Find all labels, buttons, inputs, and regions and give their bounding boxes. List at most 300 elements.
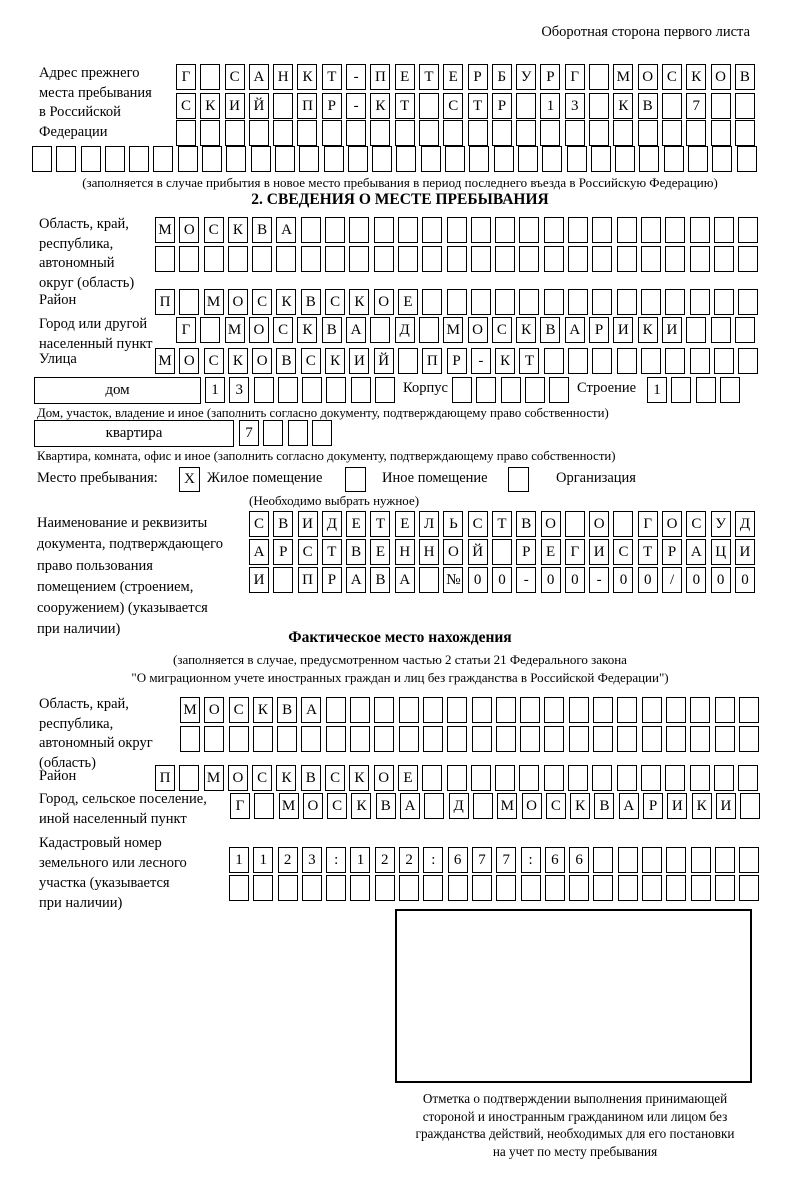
char-cell[interactable] <box>204 726 224 752</box>
char-cell[interactable]: С <box>204 348 224 374</box>
char-cell[interactable] <box>589 64 609 90</box>
char-cell[interactable] <box>226 146 246 172</box>
char-cell[interactable]: К <box>349 765 369 791</box>
char-cell[interactable]: А <box>346 317 366 343</box>
char-cell[interactable] <box>443 120 463 146</box>
char-cell[interactable]: В <box>594 793 614 819</box>
char-cell[interactable]: К <box>276 765 296 791</box>
char-cell[interactable]: А <box>395 567 415 593</box>
char-cell[interactable]: О <box>522 793 542 819</box>
char-cell[interactable] <box>714 217 734 243</box>
char-cell[interactable] <box>519 765 539 791</box>
char-cell[interactable]: В <box>277 697 297 723</box>
char-cell[interactable]: И <box>613 317 633 343</box>
char-cell[interactable]: И <box>735 539 755 565</box>
char-cell[interactable]: М <box>204 765 224 791</box>
char-cell[interactable]: У <box>711 511 731 537</box>
char-cell[interactable]: М <box>613 64 633 90</box>
char-cell[interactable]: О <box>179 348 199 374</box>
char-cell[interactable] <box>665 289 685 315</box>
char-cell[interactable] <box>447 289 467 315</box>
char-cell[interactable] <box>419 93 439 119</box>
char-cell[interactable] <box>399 875 419 901</box>
char-cell[interactable] <box>299 146 319 172</box>
checkbox-organizatsiya[interactable] <box>508 467 529 492</box>
char-cell[interactable]: С <box>273 317 293 343</box>
char-cell[interactable] <box>473 793 493 819</box>
char-cell[interactable] <box>252 246 272 272</box>
char-cell[interactable] <box>273 93 293 119</box>
char-cell[interactable] <box>326 697 346 723</box>
char-cell[interactable] <box>666 726 686 752</box>
char-cell[interactable]: К <box>297 64 317 90</box>
char-cell[interactable] <box>735 93 755 119</box>
char-cell[interactable]: Е <box>398 765 418 791</box>
char-cell[interactable] <box>567 146 587 172</box>
char-cell[interactable]: Ь <box>443 511 463 537</box>
char-cell[interactable]: В <box>252 217 272 243</box>
char-cell[interactable]: К <box>228 348 248 374</box>
char-cell[interactable]: Б <box>492 64 512 90</box>
char-cell[interactable] <box>254 793 274 819</box>
char-cell[interactable] <box>370 120 390 146</box>
char-cell[interactable]: С <box>249 511 269 537</box>
char-cell[interactable] <box>447 765 467 791</box>
char-cell[interactable]: К <box>370 93 390 119</box>
char-cell[interactable] <box>591 146 611 172</box>
char-cell[interactable]: К <box>516 317 536 343</box>
char-cell[interactable]: 0 <box>468 567 488 593</box>
char-cell[interactable]: 1 <box>350 847 370 873</box>
char-cell[interactable]: К <box>297 317 317 343</box>
char-cell[interactable] <box>155 246 175 272</box>
char-cell[interactable]: М <box>155 217 175 243</box>
char-cell[interactable]: Р <box>540 64 560 90</box>
char-cell[interactable]: В <box>638 93 658 119</box>
char-cell[interactable]: В <box>376 793 396 819</box>
char-cell[interactable] <box>518 146 538 172</box>
char-cell[interactable] <box>519 217 539 243</box>
char-cell[interactable]: В <box>322 317 342 343</box>
char-cell[interactable]: С <box>229 697 249 723</box>
char-cell[interactable]: К <box>253 697 273 723</box>
char-cell[interactable]: Е <box>346 511 366 537</box>
char-cell[interactable]: О <box>249 317 269 343</box>
char-cell[interactable]: Г <box>565 539 585 565</box>
char-cell[interactable] <box>714 348 734 374</box>
char-cell[interactable]: Р <box>273 539 293 565</box>
char-cell[interactable] <box>302 377 322 403</box>
char-cell[interactable] <box>351 377 371 403</box>
char-cell[interactable] <box>688 146 708 172</box>
char-cell[interactable] <box>325 246 345 272</box>
char-cell[interactable] <box>690 348 710 374</box>
char-cell[interactable] <box>519 246 539 272</box>
char-cell[interactable]: 0 <box>638 567 658 593</box>
char-cell[interactable]: Н <box>419 539 439 565</box>
char-cell[interactable] <box>691 875 711 901</box>
char-cell[interactable] <box>617 765 637 791</box>
char-cell[interactable]: С <box>252 765 272 791</box>
char-cell[interactable] <box>375 875 395 901</box>
char-cell[interactable]: И <box>249 567 269 593</box>
char-cell[interactable]: Е <box>443 64 463 90</box>
char-cell[interactable]: В <box>370 567 390 593</box>
char-cell[interactable]: : <box>423 847 443 873</box>
char-cell[interactable] <box>398 246 418 272</box>
char-cell[interactable]: - <box>516 567 536 593</box>
char-cell[interactable] <box>423 875 443 901</box>
char-cell[interactable]: Г <box>230 793 250 819</box>
char-cell[interactable]: Д <box>395 317 415 343</box>
char-cell[interactable] <box>492 539 512 565</box>
char-cell[interactable] <box>592 289 612 315</box>
char-cell[interactable] <box>690 217 710 243</box>
char-cell[interactable]: Г <box>176 64 196 90</box>
char-cell[interactable] <box>641 246 661 272</box>
char-cell[interactable] <box>690 289 710 315</box>
char-cell[interactable]: С <box>176 93 196 119</box>
char-cell[interactable] <box>180 726 200 752</box>
char-cell[interactable]: М <box>204 289 224 315</box>
char-cell[interactable] <box>714 289 734 315</box>
char-cell[interactable] <box>544 697 564 723</box>
char-cell[interactable]: В <box>540 317 560 343</box>
char-cell[interactable] <box>589 120 609 146</box>
char-cell[interactable] <box>735 120 755 146</box>
char-cell[interactable] <box>423 726 443 752</box>
char-cell[interactable]: К <box>276 289 296 315</box>
char-cell[interactable] <box>422 246 442 272</box>
char-cell[interactable]: 2 <box>375 847 395 873</box>
checkbox-inoe[interactable] <box>345 467 366 492</box>
char-cell[interactable] <box>471 217 491 243</box>
char-cell[interactable] <box>664 146 684 172</box>
char-cell[interactable] <box>739 847 759 873</box>
char-cell[interactable] <box>81 146 101 172</box>
char-cell[interactable] <box>350 726 370 752</box>
char-cell[interactable] <box>398 217 418 243</box>
char-cell[interactable]: К <box>325 348 345 374</box>
char-cell[interactable]: Т <box>638 539 658 565</box>
char-cell[interactable]: К <box>570 793 590 819</box>
char-cell[interactable] <box>398 348 418 374</box>
char-cell[interactable]: Д <box>735 511 755 537</box>
char-cell[interactable]: Р <box>468 64 488 90</box>
char-cell[interactable]: О <box>374 765 394 791</box>
char-cell[interactable] <box>715 726 735 752</box>
char-cell[interactable]: 3 <box>229 377 249 403</box>
char-cell[interactable]: И <box>589 539 609 565</box>
char-cell[interactable]: С <box>325 765 345 791</box>
char-cell[interactable] <box>739 726 759 752</box>
char-cell[interactable] <box>349 217 369 243</box>
char-cell[interactable] <box>350 697 370 723</box>
char-cell[interactable] <box>372 146 392 172</box>
char-cell[interactable] <box>472 697 492 723</box>
char-cell[interactable]: : <box>326 847 346 873</box>
char-cell[interactable] <box>712 146 732 172</box>
char-cell[interactable]: В <box>516 511 536 537</box>
char-cell[interactable]: Н <box>273 64 293 90</box>
char-cell[interactable] <box>273 567 293 593</box>
char-cell[interactable]: 0 <box>492 567 512 593</box>
char-cell[interactable] <box>739 875 759 901</box>
char-cell[interactable] <box>617 217 637 243</box>
char-cell[interactable]: О <box>303 793 323 819</box>
char-cell[interactable]: 0 <box>735 567 755 593</box>
char-cell[interactable] <box>297 120 317 146</box>
char-cell[interactable]: С <box>443 93 463 119</box>
char-cell[interactable]: О <box>252 348 272 374</box>
char-cell[interactable] <box>711 93 731 119</box>
char-cell[interactable] <box>288 420 308 446</box>
char-cell[interactable] <box>496 726 516 752</box>
char-cell[interactable]: К <box>200 93 220 119</box>
char-cell[interactable] <box>525 377 545 403</box>
char-cell[interactable]: О <box>179 217 199 243</box>
char-cell[interactable] <box>278 377 298 403</box>
char-cell[interactable]: В <box>301 765 321 791</box>
char-cell[interactable] <box>202 146 222 172</box>
char-cell[interactable] <box>32 146 52 172</box>
char-cell[interactable] <box>617 697 637 723</box>
char-cell[interactable] <box>642 847 662 873</box>
char-cell[interactable]: О <box>589 511 609 537</box>
char-cell[interactable] <box>565 120 585 146</box>
char-cell[interactable] <box>176 120 196 146</box>
char-cell[interactable] <box>200 317 220 343</box>
char-cell[interactable] <box>520 697 540 723</box>
char-cell[interactable]: Й <box>374 348 394 374</box>
char-cell[interactable]: Й <box>468 539 488 565</box>
char-cell[interactable]: Д <box>449 793 469 819</box>
char-cell[interactable] <box>396 146 416 172</box>
char-cell[interactable] <box>419 317 439 343</box>
char-cell[interactable] <box>301 726 321 752</box>
char-cell[interactable]: А <box>276 217 296 243</box>
char-cell[interactable] <box>738 289 758 315</box>
char-cell[interactable] <box>179 246 199 272</box>
char-cell[interactable]: / <box>662 567 682 593</box>
char-cell[interactable] <box>422 217 442 243</box>
char-cell[interactable] <box>375 377 395 403</box>
char-cell[interactable]: 2 <box>278 847 298 873</box>
char-cell[interactable] <box>641 217 661 243</box>
char-cell[interactable]: О <box>541 511 561 537</box>
char-cell[interactable]: М <box>225 317 245 343</box>
char-cell[interactable]: 0 <box>686 567 706 593</box>
char-cell[interactable] <box>545 875 565 901</box>
char-cell[interactable] <box>641 289 661 315</box>
char-cell[interactable] <box>715 875 735 901</box>
char-cell[interactable]: 0 <box>613 567 633 593</box>
char-cell[interactable]: 6 <box>569 847 589 873</box>
char-cell[interactable]: К <box>638 317 658 343</box>
char-cell[interactable] <box>665 765 685 791</box>
char-cell[interactable] <box>666 847 686 873</box>
char-cell[interactable] <box>592 217 612 243</box>
char-cell[interactable] <box>714 246 734 272</box>
char-cell[interactable] <box>711 120 731 146</box>
char-cell[interactable]: С <box>686 511 706 537</box>
char-cell[interactable] <box>666 875 686 901</box>
char-cell[interactable]: С <box>225 64 245 90</box>
char-cell[interactable] <box>617 246 637 272</box>
char-cell[interactable]: Т <box>395 93 415 119</box>
char-cell[interactable] <box>738 217 758 243</box>
char-cell[interactable]: 1 <box>205 377 225 403</box>
char-cell[interactable]: Е <box>541 539 561 565</box>
char-cell[interactable] <box>447 726 467 752</box>
char-cell[interactable] <box>690 697 710 723</box>
char-cell[interactable] <box>253 726 273 752</box>
char-cell[interactable]: П <box>155 289 175 315</box>
char-cell[interactable] <box>520 726 540 752</box>
char-cell[interactable] <box>326 377 346 403</box>
char-cell[interactable]: - <box>346 64 366 90</box>
char-cell[interactable] <box>422 289 442 315</box>
char-cell[interactable] <box>618 847 638 873</box>
char-cell[interactable]: П <box>297 93 317 119</box>
char-cell[interactable]: К <box>613 93 633 119</box>
char-cell[interactable]: 3 <box>565 93 585 119</box>
char-cell[interactable] <box>618 875 638 901</box>
char-cell[interactable] <box>370 317 390 343</box>
char-cell[interactable]: И <box>298 511 318 537</box>
char-cell[interactable]: Р <box>322 567 342 593</box>
char-cell[interactable] <box>665 348 685 374</box>
char-cell[interactable]: К <box>686 64 706 90</box>
char-cell[interactable]: 0 <box>711 567 731 593</box>
char-cell[interactable]: И <box>716 793 736 819</box>
char-cell[interactable]: Т <box>468 93 488 119</box>
char-cell[interactable] <box>690 246 710 272</box>
char-cell[interactable] <box>277 726 297 752</box>
char-cell[interactable] <box>350 875 370 901</box>
char-cell[interactable] <box>263 420 283 446</box>
char-cell[interactable]: Н <box>395 539 415 565</box>
char-cell[interactable]: И <box>667 793 687 819</box>
char-cell[interactable] <box>448 875 468 901</box>
char-cell[interactable] <box>544 765 564 791</box>
char-cell[interactable]: С <box>492 317 512 343</box>
char-cell[interactable] <box>711 317 731 343</box>
char-cell[interactable]: Л <box>419 511 439 537</box>
char-cell[interactable]: А <box>249 539 269 565</box>
char-cell[interactable] <box>225 120 245 146</box>
char-cell[interactable] <box>691 847 711 873</box>
char-cell[interactable]: 6 <box>448 847 468 873</box>
char-cell[interactable] <box>569 875 589 901</box>
char-cell[interactable] <box>302 875 322 901</box>
char-cell[interactable]: П <box>298 567 318 593</box>
char-cell[interactable] <box>495 246 515 272</box>
char-cell[interactable] <box>275 146 295 172</box>
char-cell[interactable] <box>472 726 492 752</box>
char-cell[interactable] <box>686 317 706 343</box>
char-cell[interactable]: 0 <box>565 567 585 593</box>
char-cell[interactable] <box>423 697 443 723</box>
char-cell[interactable] <box>492 120 512 146</box>
char-cell[interactable] <box>326 726 346 752</box>
char-cell[interactable] <box>569 697 589 723</box>
char-cell[interactable]: 7 <box>686 93 706 119</box>
char-cell[interactable] <box>251 146 271 172</box>
char-cell[interactable] <box>495 765 515 791</box>
char-cell[interactable]: Р <box>589 317 609 343</box>
char-cell[interactable] <box>641 765 661 791</box>
char-cell[interactable]: В <box>346 539 366 565</box>
char-cell[interactable]: С <box>327 793 347 819</box>
char-cell[interactable] <box>738 765 758 791</box>
char-cell[interactable] <box>568 348 588 374</box>
char-cell[interactable] <box>301 217 321 243</box>
char-cell[interactable] <box>249 120 269 146</box>
char-cell[interactable]: С <box>325 289 345 315</box>
char-cell[interactable] <box>592 246 612 272</box>
char-cell[interactable]: С <box>468 511 488 537</box>
char-cell[interactable] <box>346 120 366 146</box>
char-cell[interactable]: Р <box>492 93 512 119</box>
char-cell[interactable]: Т <box>519 348 539 374</box>
char-cell[interactable] <box>568 765 588 791</box>
char-cell[interactable] <box>153 146 173 172</box>
char-cell[interactable]: О <box>443 539 463 565</box>
char-cell[interactable] <box>593 726 613 752</box>
char-cell[interactable] <box>686 120 706 146</box>
char-cell[interactable]: С <box>662 64 682 90</box>
char-cell[interactable]: А <box>565 317 585 343</box>
char-cell[interactable] <box>662 93 682 119</box>
char-cell[interactable] <box>395 120 415 146</box>
char-cell[interactable] <box>544 246 564 272</box>
char-cell[interactable] <box>424 793 444 819</box>
char-cell[interactable] <box>399 726 419 752</box>
char-cell[interactable]: Ц <box>711 539 731 565</box>
char-cell[interactable] <box>617 289 637 315</box>
char-cell[interactable] <box>472 875 492 901</box>
char-cell[interactable]: В <box>735 64 755 90</box>
char-cell[interactable]: М <box>443 317 463 343</box>
char-cell[interactable]: Й <box>249 93 269 119</box>
char-cell[interactable] <box>671 377 691 403</box>
char-cell[interactable] <box>666 697 686 723</box>
char-cell[interactable] <box>229 726 249 752</box>
char-cell[interactable]: В <box>276 348 296 374</box>
char-cell[interactable]: Е <box>370 539 390 565</box>
char-cell[interactable] <box>549 377 569 403</box>
char-cell[interactable] <box>662 120 682 146</box>
char-cell[interactable] <box>471 765 491 791</box>
char-cell[interactable]: : <box>521 847 541 873</box>
char-cell[interactable]: В <box>273 511 293 537</box>
char-cell[interactable]: 6 <box>545 847 565 873</box>
char-cell[interactable] <box>447 246 467 272</box>
char-cell[interactable] <box>105 146 125 172</box>
char-cell[interactable] <box>324 146 344 172</box>
char-cell[interactable] <box>349 246 369 272</box>
char-cell[interactable]: Д <box>322 511 342 537</box>
char-cell[interactable]: С <box>301 348 321 374</box>
char-cell[interactable] <box>278 875 298 901</box>
char-cell[interactable]: П <box>422 348 442 374</box>
char-cell[interactable] <box>447 217 467 243</box>
char-cell[interactable]: Т <box>492 511 512 537</box>
char-cell[interactable]: Т <box>370 511 390 537</box>
char-cell[interactable] <box>593 697 613 723</box>
char-cell[interactable] <box>617 726 637 752</box>
